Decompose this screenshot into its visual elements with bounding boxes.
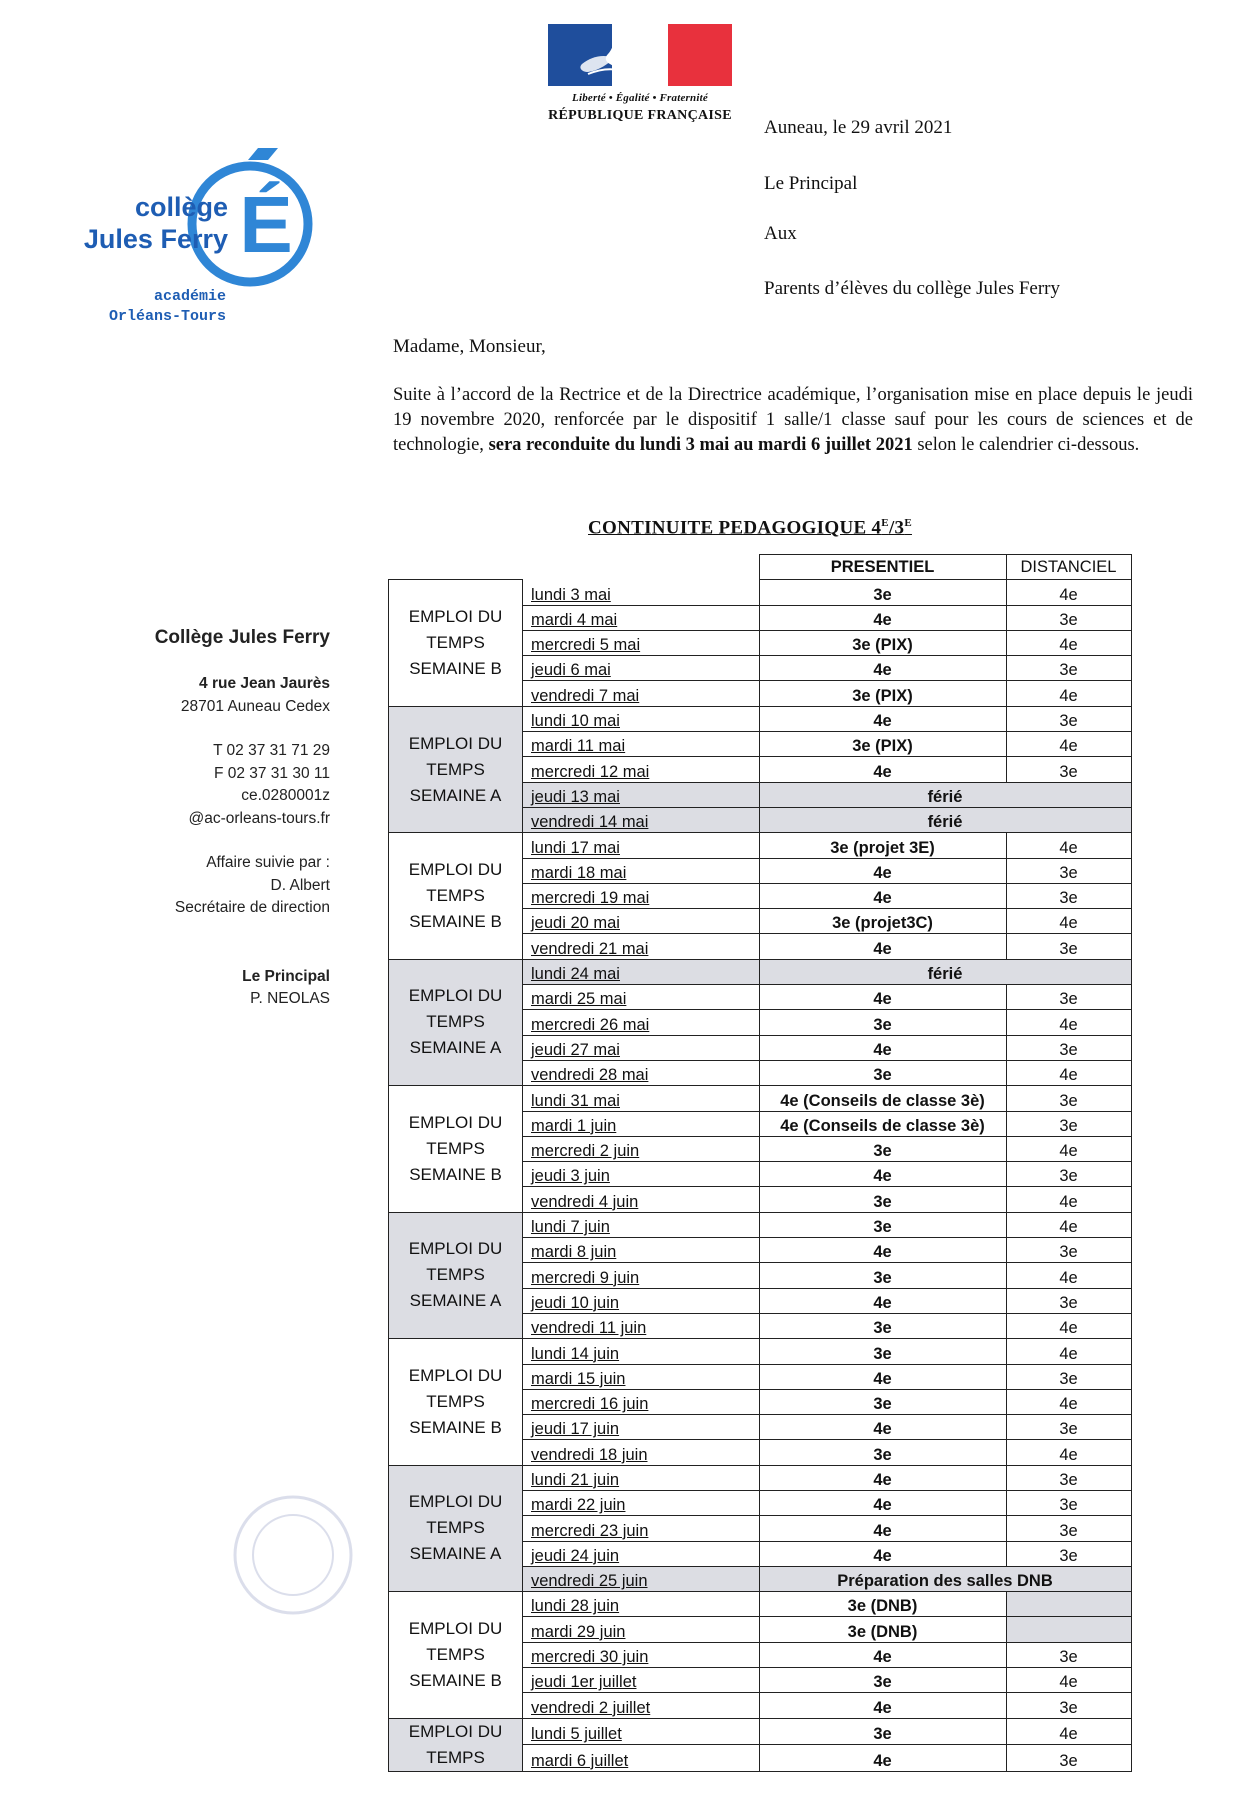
presentiel-cell: 3e <box>759 1313 1006 1338</box>
table-row <box>389 1592 1132 1617</box>
day-cell: vendredi 28 mai <box>523 1060 760 1085</box>
presentiel-cell: 3e <box>759 1263 1006 1288</box>
schedule-table <box>388 554 1132 1772</box>
table-title-main: CONTINUITE PEDAGOGIQUE 4 <box>588 517 882 539</box>
distanciel-cell: 3e <box>1006 1415 1131 1440</box>
presentiel-cell: 4e <box>759 1238 1006 1263</box>
day-cell: mardi 6 juillet <box>523 1745 760 1772</box>
day-cell: mercredi 26 mai <box>523 1010 760 1035</box>
presentiel-cell: 3e <box>759 1212 1006 1237</box>
week-label <box>389 1086 523 1212</box>
republique-francaise-logo <box>548 24 732 124</box>
distanciel-cell: 3e <box>1006 1035 1131 1060</box>
presentiel-cell: 3e <box>759 1010 1006 1035</box>
distanciel-cell: 3e <box>1006 1693 1131 1718</box>
distanciel-cell <box>1006 1617 1131 1642</box>
distanciel-cell: 3e <box>1006 1288 1131 1313</box>
span-cell: férié <box>759 782 1131 807</box>
presentiel-cell: 3e <box>759 1718 1006 1745</box>
presentiel-cell: 4e <box>759 605 1006 630</box>
header-distanciel: DISTANCIEL <box>1006 555 1131 580</box>
day-cell: lundi 17 mai <box>523 833 760 858</box>
day-cell: lundi 21 juin <box>523 1465 760 1490</box>
logo-line2: Jules Ferry <box>83 224 228 254</box>
week-label-line: EMPLOI DU <box>408 733 503 753</box>
header-empty-day <box>523 555 760 580</box>
presentiel-cell: 4e <box>759 1745 1006 1772</box>
week-label-line: EMPLOI DU <box>408 607 503 627</box>
distanciel-cell: 4e <box>1006 1718 1131 1745</box>
day-cell: vendredi 25 juin <box>523 1566 760 1591</box>
day-cell: mercredi 2 juin <box>523 1136 760 1161</box>
week-label-line: TEMPS <box>426 1012 485 1032</box>
day-cell: mercredi 5 mai <box>523 630 760 655</box>
week-label-line: TEMPS <box>426 1265 485 1285</box>
distanciel-cell: 3e <box>1006 1364 1131 1389</box>
aux: Aux <box>764 223 797 244</box>
week-label-line: TEMPS <box>426 759 485 779</box>
day-cell: mardi 4 mai <box>523 605 760 630</box>
distanciel-cell: 4e <box>1006 1339 1131 1364</box>
span-cell: férié <box>759 807 1131 832</box>
presentiel-cell: 3e (PIX) <box>759 732 1006 757</box>
week-label-line: EMPLOI DU <box>408 1618 503 1638</box>
table-row <box>389 1212 1132 1237</box>
day-cell: jeudi 20 mai <box>523 909 760 934</box>
day-cell: mardi 15 juin <box>523 1364 760 1389</box>
week-label <box>389 1339 523 1465</box>
week-label-line: SEMAINE B <box>409 1417 502 1437</box>
day-cell: mercredi 16 juin <box>523 1389 760 1414</box>
presentiel-cell: 3e (projet3C) <box>759 909 1006 934</box>
sidebar-followed-by: Affaire suivie par : <box>206 854 330 871</box>
distanciel-cell: 3e <box>1006 985 1131 1010</box>
sidebar-signer-title: Le Principal <box>242 967 330 985</box>
presentiel-cell: 4e (Conseils de classe 3è) <box>759 1086 1006 1111</box>
week-label <box>389 1592 523 1718</box>
sidebar-signer-name: P. NEOLAS <box>250 990 330 1007</box>
presentiel-cell: 4e <box>759 1288 1006 1313</box>
distanciel-cell <box>1006 1592 1131 1617</box>
day-cell: vendredi 21 mai <box>523 934 760 959</box>
week-label <box>389 1718 523 1771</box>
distanciel-cell: 4e <box>1006 630 1131 655</box>
week-label <box>389 1465 523 1591</box>
distanciel-cell: 3e <box>1006 1162 1131 1187</box>
logo-line3: académie <box>153 288 226 305</box>
sender: Le Principal <box>764 173 858 194</box>
week-label-line: SEMAINE B <box>409 912 502 931</box>
sidebar-phone: T 02 37 31 71 29 <box>213 742 330 759</box>
distanciel-cell: 4e <box>1006 1440 1131 1465</box>
presentiel-cell: 4e <box>759 1035 1006 1060</box>
logo-letter: É <box>239 180 293 269</box>
week-label-line: SEMAINE B <box>409 1670 502 1690</box>
presentiel-cell: 3e <box>759 1440 1006 1465</box>
presentiel-cell: 4e <box>759 934 1006 959</box>
distanciel-cell: 3e <box>1006 1086 1131 1111</box>
week-label-line: EMPLOI DU <box>408 1721 503 1741</box>
day-cell: lundi 7 juin <box>523 1212 760 1237</box>
day-cell: vendredi 4 juin <box>523 1187 760 1212</box>
distanciel-cell: 4e <box>1006 732 1131 757</box>
presentiel-cell: 4e <box>759 1364 1006 1389</box>
distanciel-cell: 4e <box>1006 1313 1131 1338</box>
distanciel-cell: 3e <box>1006 1238 1131 1263</box>
salutation: Madame, Monsieur, <box>393 336 546 357</box>
presentiel-cell: 4e (Conseils de classe 3è) <box>759 1111 1006 1136</box>
day-cell: vendredi 11 juin <box>523 1313 760 1338</box>
distanciel-cell: 3e <box>1006 934 1131 959</box>
sidebar-address1: 4 rue Jean Jaurès <box>199 675 330 692</box>
week-label-line: SEMAINE A <box>409 1291 502 1311</box>
stamp-icon <box>228 1490 358 1620</box>
distanciel-cell: 4e <box>1006 681 1131 706</box>
republic-motto: Liberté • Égalité • Fraternité <box>572 92 708 104</box>
week-label-line: SEMAINE A <box>409 1038 502 1058</box>
week-label <box>389 580 523 706</box>
presentiel-cell: 4e <box>759 1465 1006 1490</box>
sidebar-followed-name: D. Albert <box>270 876 330 894</box>
day-cell: mardi 1 juin <box>523 1111 760 1136</box>
header-presentiel: PRESENTIEL <box>759 555 1006 580</box>
day-cell: vendredi 14 mai <box>523 807 760 832</box>
presentiel-cell: 3e <box>759 1136 1006 1161</box>
distanciel-cell: 3e <box>1006 706 1131 731</box>
distanciel-cell: 4e <box>1006 1060 1131 1085</box>
week-label-line: TEMPS <box>426 1391 485 1411</box>
presentiel-cell: 4e <box>759 985 1006 1010</box>
table-row <box>389 1718 1132 1745</box>
day-cell: lundi 3 mai <box>523 580 760 605</box>
distanciel-cell: 3e <box>1006 1111 1131 1136</box>
day-cell: vendredi 18 juin <box>523 1440 760 1465</box>
sidebar-address2: 28701 Auneau Cedex <box>180 697 330 715</box>
sidebar-email1: ce.0280001z <box>241 787 330 804</box>
presentiel-cell: 4e <box>759 1642 1006 1667</box>
week-label-line: SEMAINE A <box>409 785 502 805</box>
span-cell: férié <box>759 959 1131 984</box>
presentiel-cell: 3e <box>759 1389 1006 1414</box>
presentiel-cell: 3e (PIX) <box>759 681 1006 706</box>
day-cell: lundi 24 mai <box>523 959 760 984</box>
day-cell: lundi 31 mai <box>523 1086 760 1111</box>
table-row <box>389 580 1132 605</box>
day-cell: mercredi 12 mai <box>523 757 760 782</box>
distanciel-cell: 3e <box>1006 1490 1131 1515</box>
day-cell: jeudi 27 mai <box>523 1035 760 1060</box>
college-jules-ferry-logo <box>83 144 318 334</box>
sidebar-school: Collège Jules Ferry <box>154 627 330 648</box>
distanciel-cell: 4e <box>1006 1212 1131 1237</box>
distanciel-cell: 4e <box>1006 909 1131 934</box>
day-cell: lundi 14 juin <box>523 1339 760 1364</box>
sidebar-fax: F 02 37 31 30 11 <box>213 764 330 782</box>
presentiel-cell: 4e <box>759 1541 1006 1566</box>
day-cell: mardi 18 mai <box>523 858 760 883</box>
presentiel-cell: 3e (PIX) <box>759 630 1006 655</box>
presentiel-cell: 3e <box>759 580 1006 605</box>
distanciel-cell: 3e <box>1006 1541 1131 1566</box>
republic-name: RÉPUBLIQUE FRANÇAISE <box>548 108 732 123</box>
span-cell: Préparation des salles DNB <box>759 1566 1131 1591</box>
table-row <box>389 959 1132 984</box>
distanciel-cell: 3e <box>1006 1516 1131 1541</box>
day-cell: mercredi 9 juin <box>523 1263 760 1288</box>
day-cell: lundi 28 juin <box>523 1592 760 1617</box>
week-label-line: EMPLOI DU <box>408 1239 503 1259</box>
day-cell: mardi 29 juin <box>523 1617 760 1642</box>
table-title-sup1: E <box>881 517 889 529</box>
day-cell: jeudi 6 mai <box>523 656 760 681</box>
marianne-flag-icon <box>548 24 732 86</box>
presentiel-cell: 4e <box>759 1415 1006 1440</box>
week-label-line: SEMAINE A <box>409 1544 502 1564</box>
week-label-line: TEMPS <box>426 1747 485 1767</box>
week-label <box>389 833 523 959</box>
presentiel-cell: 3e <box>759 1060 1006 1085</box>
presentiel-cell: 4e <box>759 1490 1006 1515</box>
presentiel-cell: 4e <box>759 858 1006 883</box>
table-row <box>389 1339 1132 1364</box>
distanciel-cell: 4e <box>1006 1187 1131 1212</box>
week-label <box>389 1212 523 1338</box>
week-label-line: EMPLOI DU <box>408 1112 503 1132</box>
day-cell: jeudi 13 mai <box>523 782 760 807</box>
day-cell: jeudi 17 juin <box>523 1415 760 1440</box>
date-line: Auneau, le 29 avril 2021 <box>764 117 953 138</box>
day-cell: mercredi 30 juin <box>523 1642 760 1667</box>
presentiel-cell: 4e <box>759 757 1006 782</box>
distanciel-cell: 3e <box>1006 605 1131 630</box>
presentiel-cell: 4e <box>759 656 1006 681</box>
week-label <box>389 706 523 832</box>
day-cell: jeudi 10 juin <box>523 1288 760 1313</box>
week-label-line: EMPLOI DU <box>408 1365 503 1385</box>
week-label-line: TEMPS <box>426 1518 485 1538</box>
body-part1: Suite à l’accord de la Rectrice et de la Directrice académique, l’organisation mise en place depuis le jeudi 19 novembre 2020, renforcée par le dispositif 1 salle/1 classe sauf pour les cours de sciences et de technologie, <box>393 385 1193 455</box>
sidebar-email2: @ac-orleans-tours.fr <box>188 809 330 827</box>
day-cell: lundi 10 mai <box>523 706 760 731</box>
distanciel-cell: 4e <box>1006 580 1131 605</box>
week-label-line: TEMPS <box>426 633 485 653</box>
table-title <box>588 517 912 539</box>
table-row <box>389 833 1132 858</box>
day-cell: vendredi 7 mai <box>523 681 760 706</box>
week-label-line: SEMAINE B <box>409 1164 502 1184</box>
distanciel-cell: 4e <box>1006 1668 1131 1693</box>
week-label-line: EMPLOI DU <box>408 1492 503 1512</box>
body-bold: sera reconduite du lundi 3 mai au mardi 6 juillet 2021 <box>488 435 913 455</box>
presentiel-cell: 4e <box>759 706 1006 731</box>
schedule-body <box>389 580 1132 1771</box>
logo-line1: collège <box>134 192 228 222</box>
distanciel-cell: 3e <box>1006 1465 1131 1490</box>
table-header-row <box>389 555 1132 580</box>
day-cell: mardi 11 mai <box>523 732 760 757</box>
week-label <box>389 959 523 1085</box>
presentiel-cell: 3e <box>759 1187 1006 1212</box>
presentiel-cell: 3e (projet 3E) <box>759 833 1006 858</box>
day-cell: mardi 22 juin <box>523 1490 760 1515</box>
day-cell: jeudi 1er juillet <box>523 1668 760 1693</box>
distanciel-cell: 4e <box>1006 1136 1131 1161</box>
day-cell: mercredi 23 juin <box>523 1516 760 1541</box>
recipients: Parents d’élèves du collège Jules Ferry <box>764 278 1060 299</box>
week-label-line: SEMAINE B <box>409 659 502 679</box>
distanciel-cell: 3e <box>1006 757 1131 782</box>
distanciel-cell: 3e <box>1006 1642 1131 1667</box>
distanciel-cell: 4e <box>1006 1010 1131 1035</box>
body-part2: selon le calendrier ci-dessous. <box>912 435 1140 455</box>
logo-line4: Orléans-Tours <box>108 308 226 325</box>
day-cell: lundi 5 juillet <box>523 1718 760 1745</box>
distanciel-cell: 4e <box>1006 833 1131 858</box>
table-row <box>389 1086 1132 1111</box>
table-row <box>389 706 1132 731</box>
letter-body <box>393 383 1193 458</box>
day-cell: mercredi 19 mai <box>523 883 760 908</box>
presentiel-cell: 3e <box>759 1339 1006 1364</box>
day-cell: mardi 25 mai <box>523 985 760 1010</box>
presentiel-cell: 4e <box>759 1693 1006 1718</box>
presentiel-cell: 3e (DNB) <box>759 1592 1006 1617</box>
day-cell: vendredi 2 juillet <box>523 1693 760 1718</box>
distanciel-cell: 3e <box>1006 1745 1131 1772</box>
presentiel-cell: 4e <box>759 1162 1006 1187</box>
table-row <box>389 1465 1132 1490</box>
distanciel-cell: 3e <box>1006 883 1131 908</box>
week-label-line: TEMPS <box>426 1644 485 1664</box>
table-title-sup2: E <box>904 517 912 529</box>
week-label-line: EMPLOI DU <box>408 860 503 879</box>
distanciel-cell: 4e <box>1006 1263 1131 1288</box>
distanciel-cell: 3e <box>1006 656 1131 681</box>
distanciel-cell: 3e <box>1006 858 1131 883</box>
sidebar-followed-role: Secrétaire de direction <box>174 899 330 916</box>
presentiel-cell: 3e (DNB) <box>759 1617 1006 1642</box>
presentiel-cell: 4e <box>759 1516 1006 1541</box>
sidebar <box>60 627 330 1011</box>
presentiel-cell: 4e <box>759 883 1006 908</box>
day-cell: jeudi 3 juin <box>523 1162 760 1187</box>
presentiel-cell: 3e <box>759 1668 1006 1693</box>
week-label-line: EMPLOI DU <box>408 986 503 1006</box>
distanciel-cell: 4e <box>1006 1389 1131 1414</box>
header-empty-week <box>389 555 523 580</box>
week-label-line: TEMPS <box>426 1138 485 1158</box>
table-title-slash: /3 <box>888 517 905 539</box>
day-cell: jeudi 24 juin <box>523 1541 760 1566</box>
day-cell: mardi 8 juin <box>523 1238 760 1263</box>
week-label-line: TEMPS <box>426 886 485 905</box>
